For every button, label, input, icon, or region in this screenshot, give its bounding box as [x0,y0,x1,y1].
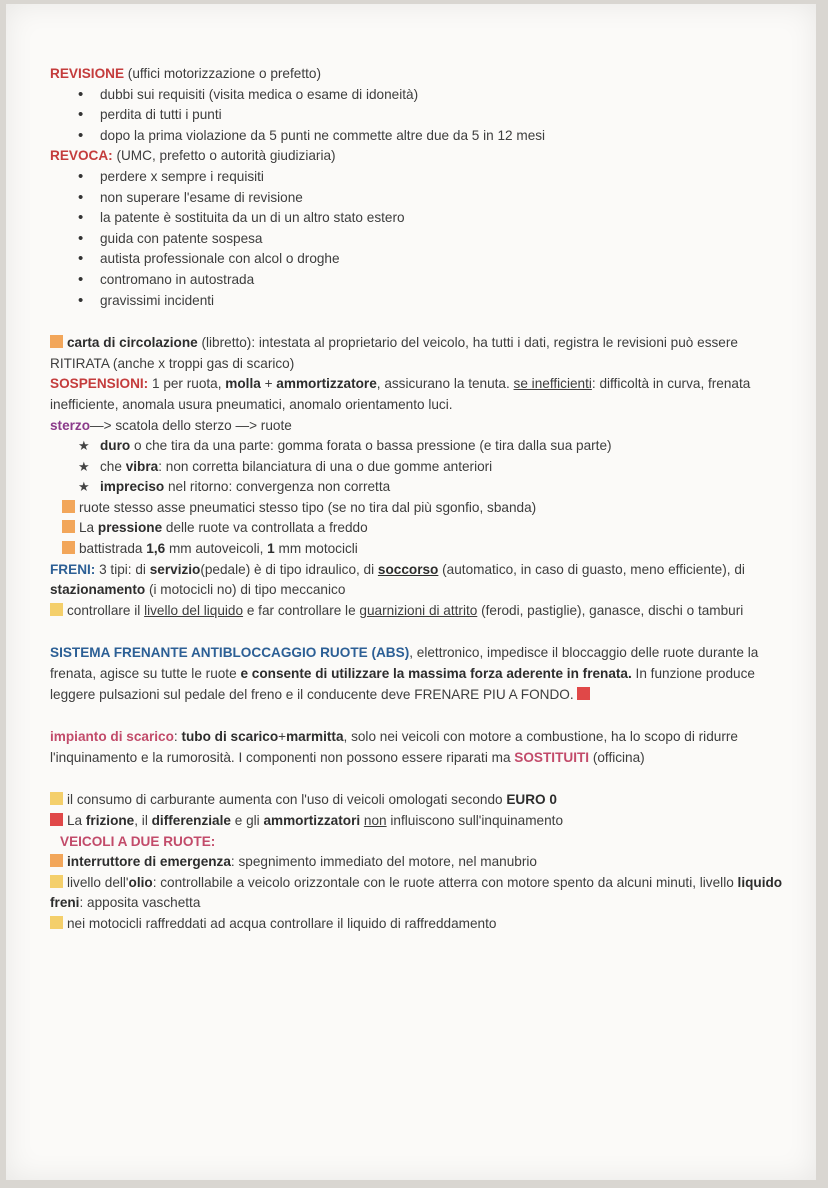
orange-marker-icon [62,520,75,533]
due-ruote-heading [50,832,790,853]
frizione-mid-1: , il [134,813,152,828]
yellow-marker-icon [50,875,63,888]
freni-text-4: (i motocicli no) di tipo meccanico [145,582,346,598]
scarico-text-1: : [173,729,182,745]
list-item: • dubbi sui requisiti (visita medica o esame di idoneità) [100,85,790,106]
revisione-heading [50,64,790,85]
due-ruote-item-3 [50,914,790,935]
stazionamento-bold: stazionamento [50,582,146,598]
sterzo-item-text: o che tira da una parte: gomma forata o bassa pressione (e tira dalla sua parte) [130,438,612,454]
scarico-title: impianto di scarico [50,729,174,745]
consumo-line [50,790,790,811]
due-ruote-item-2 [50,873,790,914]
revisione-list [50,85,790,147]
consumo-text: il consumo di carburante aumenta con l'uso di veicoli omologati secondo [67,792,507,808]
liquido-freni-bold: liquido freni [50,874,783,911]
inefficienti-underlined: se inefficienti [513,376,592,392]
raffreddamento-text: nei motocicli raffreddati ad acqua controllare il liquido di raffreddamento [67,915,497,931]
scarico-text-2: , solo nei veicoli con motore a combustione, ha lo scopo di ridurre l'inquinamento e la rumorosità. I componenti non possono essere riparati ma [50,729,738,765]
freni-title: FRENI: [50,561,96,577]
ruote-text-3-mid: mm autoveicoli, [165,541,268,557]
spacer [50,768,790,790]
yellow-marker-icon [50,916,63,929]
due-ruote-title: VEICOLI A DUE RUOTE: [60,833,216,849]
abs-text-2: In funzione produce leggere pulsazioni sul pedale del freno e il conducente deve FRENARE PIU A FONDO. [50,666,755,702]
sospensioni-text-3: : difficoltà in curva, frenata inefficiente, anomala usura pneumatici, anomalo orientamento luci. [50,376,751,412]
freni-controllo-2: e far controllare le [243,602,360,618]
notes-content [50,64,790,935]
interruttore-bold: interruttore di emergenza [67,854,231,870]
scarico-paragraph [50,727,790,768]
carta-paragraph [50,333,790,374]
freni-controllo-3: (ferodi, pastiglie), ganasce, dischi o tamburi [477,602,744,618]
list-item [100,436,790,457]
revoca-heading [50,146,790,167]
pressione-bold: pressione [97,520,163,536]
battistrada-auto-bold: 1,6 [146,541,166,557]
list-item [100,457,790,478]
list-item: • contromano in autostrada [100,270,790,291]
sterzo-item-text: nel ritorno: convergenza non corretta [164,479,391,495]
list-item: • la patente è sostituita da un di un altro stato estero [100,208,790,229]
euro-bold: EURO 0 [506,792,557,808]
red-marker-icon [577,687,590,700]
battistrada-moto-bold: 1 [267,541,275,557]
freni-controllo-1: controllare il [67,602,145,618]
yellow-marker-icon [50,792,63,805]
revisione-title: REVISIONE [50,66,125,81]
differenziale-bold: differenziale [151,813,231,828]
due-ruote-item-1 [50,852,790,873]
freni-text-2: (pedale) è di tipo idraulico, di [200,561,378,577]
ruote-text-3-post: mm motocicli [274,541,358,557]
spacer [50,705,790,727]
list-item: • perdita di tutti i punti [100,105,790,126]
sospensioni-paragraph [50,374,790,415]
frizione-line [50,811,790,832]
ammortizzatori-bold: ammortizzatori [263,813,361,828]
sospensioni-text-2: , assicurano la tenuta. [376,376,514,392]
abs-title: SISTEMA FRENANTE ANTIBLOCCAGGIO RUOTE (ABS) [50,645,410,661]
abs-paragraph [50,643,790,705]
frizione-mid-2: e gli [230,813,264,828]
notes-sheet [6,4,816,1180]
sterzo-text: —> scatola dello sterzo —> ruote [90,417,292,433]
spacer [50,621,790,643]
ammortizzatore-bold: ammortizzatore [276,376,377,392]
sospensioni-plus: + [260,376,277,392]
scarico-text-3: (officina) [589,749,645,765]
sterzo-list [50,436,790,498]
olio-pre: livello dell' [67,874,129,890]
frizione-post: influiscono sull'inquinamento [386,813,564,828]
red-marker-icon [50,813,63,826]
sterzo-paragraph [50,416,790,437]
tubo-bold: tubo di scarico [181,729,279,745]
sostituiti-highlight: SOSTITUITI [514,749,590,765]
spacer [50,311,790,333]
sterzo-item-bold: vibra [125,458,159,474]
livello-liquido-underlined: livello del liquido [144,602,244,618]
sospensioni-text-1: 1 per ruota, [148,376,226,392]
carta-text: (libretto): intestata al proprietario del veicolo, ha tutti i dati, registra le revisioni può essere RITIRATA (anche x troppi gas di scarico) [50,335,738,371]
non-underlined: non [363,813,387,828]
scarico-plus: + [278,729,287,745]
revoca-list [50,167,790,311]
sterzo-item-text: : non corretta bilanciatura di una o due gomme anteriori [158,458,493,474]
abs-bold: e consente di utilizzare la massima forza aderente in frenata. [240,666,632,682]
olio-bold: olio [128,874,153,890]
revoca-title: REVOCA: [50,148,113,164]
servizio-bold: servizio [149,561,201,577]
list-item: • guida con patente sospesa [100,229,790,250]
ruote-text-2-pre: La [79,520,98,536]
interruttore-text: : spegnimento immediato del motore, nel manubrio [230,854,537,870]
abs-text-1: , elettronico, impedisce il bloccaggio delle ruote durante la frenata, agisce su tutte le ruote [50,645,759,682]
list-item: • gravissimi incidenti [100,291,790,312]
olio-text: : controllabile a veicolo orizzontale con le ruote atterra con motore spento da alcuni minuti, livello [152,874,738,890]
ruote-line-1 [50,498,790,519]
orange-marker-icon [50,854,63,867]
ruote-text-3-pre: battistrada [79,541,147,557]
sterzo-item-pre: che [100,458,126,474]
freni-text-1: 3 tipi: di [95,561,150,577]
frizione-pre: La [67,813,86,828]
ruote-text-2-post: delle ruote va controllata a freddo [162,520,368,536]
orange-marker-icon [62,541,75,554]
list-item [100,477,790,498]
sospensioni-title: SOSPENSIONI: [50,376,149,392]
sterzo-item-bold: impreciso [100,479,165,495]
marmitta-bold: marmitta [286,729,344,745]
guarnizioni-underlined: guarnizioni di attrito [359,602,478,618]
ruote-line-3 [50,539,790,560]
sterzo-item-bold: duro [100,438,131,454]
revisione-subtitle: (uffici motorizzazione o prefetto) [124,66,321,81]
list-item: • perdere x sempre i requisiti [100,167,790,188]
sterzo-title: sterzo [50,417,91,433]
liquido-freni-text: : apposita vaschetta [79,895,201,911]
yellow-marker-icon [50,603,63,616]
orange-marker-icon [50,335,63,348]
list-item: • non superare l'esame di revisione [100,188,790,209]
list-item: • dopo la prima violazione da 5 punti ne commette altre due da 5 in 12 mesi [100,126,790,147]
orange-marker-icon [62,500,75,513]
frizione-bold: frizione [85,813,135,828]
ruote-line-2 [50,518,790,539]
freni-controllo [50,601,790,622]
ruote-text-1: ruote stesso asse pneumatici stesso tipo (se no tira dal più sgonfio, sbanda) [79,499,537,515]
molla-bold: molla [225,376,261,392]
freni-text-3: (automatico, in caso di guasto, meno efficiente), di [438,561,745,577]
carta-bold: carta di circolazione [67,335,198,351]
freni-paragraph [50,560,790,601]
soccorso-bold: soccorso [377,561,439,577]
list-item: • autista professionale con alcol o droghe [100,249,790,270]
revoca-subtitle: (UMC, prefetto o autorità giudiziaria) [112,148,336,164]
